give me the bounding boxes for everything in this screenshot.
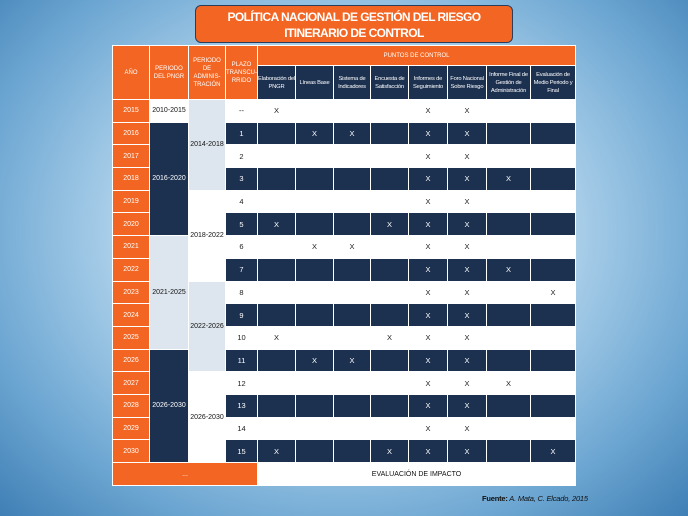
mark-cell bbox=[296, 394, 334, 417]
mark-cell bbox=[296, 258, 334, 281]
mark-cell bbox=[487, 394, 531, 417]
table-row bbox=[113, 236, 576, 259]
mark-cell bbox=[258, 190, 296, 213]
elapsed-cell: 14 bbox=[226, 417, 258, 440]
elapsed-cell: 10 bbox=[226, 326, 258, 349]
header-control-point: Encuesta de Satisfacción bbox=[371, 66, 409, 100]
header-control-point: Líneas Base bbox=[296, 66, 334, 100]
admin-period-cell: 2014-2018 bbox=[189, 100, 226, 191]
mark-cell bbox=[258, 258, 296, 281]
mark-cell: X bbox=[371, 213, 409, 236]
mark-cell bbox=[371, 394, 409, 417]
admin-period-cell: 2026-2030 bbox=[189, 372, 226, 463]
year-cell: 2015 bbox=[113, 100, 150, 123]
mark-cell: X bbox=[409, 213, 448, 236]
mark-cell bbox=[531, 326, 576, 349]
mark-cell: X bbox=[448, 258, 487, 281]
mark-cell bbox=[487, 236, 531, 259]
elapsed-cell: 9 bbox=[226, 304, 258, 327]
mark-cell: X bbox=[448, 440, 487, 463]
mark-cell bbox=[531, 258, 576, 281]
mark-cell: X bbox=[448, 100, 487, 123]
header-control-point: Evaluación de Medio Periodo y Final bbox=[531, 66, 576, 100]
mark-cell bbox=[296, 417, 334, 440]
header-control-point: Elaboración del PNGR bbox=[258, 66, 296, 100]
mark-cell: X bbox=[258, 326, 296, 349]
control-itinerary-table bbox=[112, 45, 576, 486]
mark-cell bbox=[258, 145, 296, 168]
mark-cell bbox=[371, 372, 409, 395]
mark-cell bbox=[296, 213, 334, 236]
admin-period-cell: 2022-2026 bbox=[189, 281, 226, 372]
year-cell: 2024 bbox=[113, 304, 150, 327]
mark-cell bbox=[531, 100, 576, 123]
table-row bbox=[113, 122, 576, 145]
mark-cell: X bbox=[258, 100, 296, 123]
mark-cell: X bbox=[296, 349, 334, 372]
mark-cell bbox=[334, 281, 371, 304]
mark-cell: X bbox=[371, 440, 409, 463]
mark-cell: X bbox=[448, 417, 487, 440]
elapsed-cell: 5 bbox=[226, 213, 258, 236]
footer-impact-evaluation: EVALUACIÓN DE IMPACTO bbox=[258, 463, 576, 486]
mark-cell: X bbox=[487, 372, 531, 395]
elapsed-cell: 15 bbox=[226, 440, 258, 463]
mark-cell bbox=[487, 304, 531, 327]
mark-cell bbox=[296, 440, 334, 463]
year-cell: 2021 bbox=[113, 236, 150, 259]
elapsed-cell: 4 bbox=[226, 190, 258, 213]
mark-cell: X bbox=[258, 440, 296, 463]
mark-cell: X bbox=[448, 304, 487, 327]
mark-cell bbox=[487, 213, 531, 236]
mark-cell: X bbox=[448, 122, 487, 145]
mark-cell bbox=[371, 100, 409, 123]
mark-cell: X bbox=[409, 168, 448, 191]
mark-cell bbox=[296, 168, 334, 191]
pngr-period-cell: 2021-2025 bbox=[150, 236, 189, 349]
mark-cell bbox=[334, 145, 371, 168]
mark-cell bbox=[334, 440, 371, 463]
mark-cell bbox=[334, 326, 371, 349]
year-cell: 2028 bbox=[113, 394, 150, 417]
mark-cell bbox=[334, 417, 371, 440]
mark-cell: X bbox=[409, 281, 448, 304]
mark-cell bbox=[531, 236, 576, 259]
mark-cell: X bbox=[448, 213, 487, 236]
mark-cell bbox=[531, 190, 576, 213]
mark-cell bbox=[334, 258, 371, 281]
mark-cell bbox=[258, 372, 296, 395]
mark-cell bbox=[531, 417, 576, 440]
year-cell: 2025 bbox=[113, 326, 150, 349]
elapsed-cell: 8 bbox=[226, 281, 258, 304]
mark-cell bbox=[371, 190, 409, 213]
mark-cell bbox=[371, 281, 409, 304]
year-cell: 2020 bbox=[113, 213, 150, 236]
mark-cell bbox=[334, 190, 371, 213]
pngr-period-cell: 2010-2015 bbox=[150, 100, 189, 123]
mark-cell bbox=[258, 281, 296, 304]
mark-cell: X bbox=[296, 236, 334, 259]
header-admin-period: PERIODO DE ADMINIS-TRACIÓN bbox=[189, 46, 226, 100]
mark-cell: X bbox=[296, 122, 334, 145]
mark-cell: X bbox=[448, 190, 487, 213]
footer-left: ... bbox=[113, 463, 258, 486]
mark-cell: X bbox=[448, 145, 487, 168]
elapsed-cell: 3 bbox=[226, 168, 258, 191]
mark-cell bbox=[334, 213, 371, 236]
mark-cell: X bbox=[409, 145, 448, 168]
mark-cell bbox=[296, 281, 334, 304]
mark-cell: X bbox=[409, 304, 448, 327]
mark-cell bbox=[487, 281, 531, 304]
pngr-period-cell: 2026-2030 bbox=[150, 349, 189, 462]
source-note bbox=[482, 494, 588, 503]
mark-cell: X bbox=[409, 122, 448, 145]
year-cell: 2030 bbox=[113, 440, 150, 463]
mark-cell: X bbox=[409, 258, 448, 281]
mark-cell: X bbox=[409, 326, 448, 349]
year-cell: 2017 bbox=[113, 145, 150, 168]
mark-cell bbox=[258, 168, 296, 191]
elapsed-cell: 6 bbox=[226, 236, 258, 259]
year-cell: 2027 bbox=[113, 372, 150, 395]
mark-cell bbox=[371, 304, 409, 327]
year-cell: 2029 bbox=[113, 417, 150, 440]
admin-period-cell: 2018-2022 bbox=[189, 190, 226, 281]
mark-cell bbox=[296, 304, 334, 327]
mark-cell bbox=[487, 326, 531, 349]
mark-cell bbox=[258, 236, 296, 259]
mark-cell bbox=[296, 190, 334, 213]
mark-cell: X bbox=[409, 349, 448, 372]
mark-cell bbox=[258, 417, 296, 440]
mark-cell bbox=[258, 394, 296, 417]
mark-cell bbox=[334, 304, 371, 327]
mark-cell: X bbox=[334, 236, 371, 259]
mark-cell bbox=[258, 304, 296, 327]
mark-cell: X bbox=[409, 440, 448, 463]
mark-cell bbox=[258, 349, 296, 372]
elapsed-cell: 1 bbox=[226, 122, 258, 145]
mark-cell: X bbox=[448, 394, 487, 417]
header-year: AÑO bbox=[113, 46, 150, 100]
mark-cell bbox=[371, 168, 409, 191]
elapsed-cell: 11 bbox=[226, 349, 258, 372]
mark-cell bbox=[296, 326, 334, 349]
header-control-point: Informes de Seguimiento bbox=[409, 66, 448, 100]
year-cell: 2022 bbox=[113, 258, 150, 281]
source-text: A. Mata, C. Elcado, 2015 bbox=[507, 494, 588, 503]
year-cell: 2026 bbox=[113, 349, 150, 372]
mark-cell: X bbox=[487, 258, 531, 281]
header-control-point: Sistema de Indicadores bbox=[334, 66, 371, 100]
mark-cell bbox=[334, 394, 371, 417]
header-elapsed: PLAZO TRANSCU-RRIDO bbox=[226, 46, 258, 100]
mark-cell: X bbox=[258, 213, 296, 236]
mark-cell: X bbox=[448, 372, 487, 395]
mark-cell bbox=[531, 394, 576, 417]
mark-cell bbox=[531, 145, 576, 168]
mark-cell: X bbox=[409, 100, 448, 123]
table-row bbox=[113, 349, 576, 372]
mark-cell: X bbox=[448, 168, 487, 191]
title-line-1: POLÍTICA NACIONAL DE GESTIÓN DEL RIESGO bbox=[227, 10, 481, 24]
year-cell: 2018 bbox=[113, 168, 150, 191]
mark-cell: X bbox=[448, 281, 487, 304]
elapsed-cell: 13 bbox=[226, 394, 258, 417]
mark-cell bbox=[487, 145, 531, 168]
mark-cell bbox=[296, 145, 334, 168]
mark-cell: X bbox=[409, 236, 448, 259]
mark-cell bbox=[258, 122, 296, 145]
elapsed-cell: 12 bbox=[226, 372, 258, 395]
header-control-point: Informe Final de Gestión de Administración bbox=[487, 66, 531, 100]
mark-cell: X bbox=[448, 349, 487, 372]
header-control-point: Foro Nacional Sobre Riesgo bbox=[448, 66, 487, 100]
mark-cell bbox=[531, 168, 576, 191]
mark-cell bbox=[371, 417, 409, 440]
mark-cell: X bbox=[334, 349, 371, 372]
mark-cell bbox=[371, 258, 409, 281]
mark-cell bbox=[371, 122, 409, 145]
mark-cell bbox=[531, 304, 576, 327]
mark-cell: X bbox=[409, 190, 448, 213]
mark-cell bbox=[531, 122, 576, 145]
title-banner bbox=[195, 5, 513, 43]
header-pngr-period: PERIODO DEL PNGR bbox=[150, 46, 189, 100]
elapsed-cell: 2 bbox=[226, 145, 258, 168]
mark-cell bbox=[487, 122, 531, 145]
table-row bbox=[113, 100, 576, 123]
year-cell: 2016 bbox=[113, 122, 150, 145]
mark-cell: X bbox=[448, 326, 487, 349]
title-line-2: ITINERARIO DE CONTROL bbox=[284, 26, 424, 40]
mark-cell bbox=[531, 349, 576, 372]
mark-cell bbox=[296, 100, 334, 123]
mark-cell: X bbox=[531, 440, 576, 463]
year-cell: 2019 bbox=[113, 190, 150, 213]
mark-cell bbox=[487, 349, 531, 372]
mark-cell bbox=[531, 213, 576, 236]
mark-cell bbox=[371, 145, 409, 168]
mark-cell bbox=[487, 440, 531, 463]
mark-cell: X bbox=[531, 281, 576, 304]
mark-cell bbox=[334, 372, 371, 395]
pngr-period-cell: 2016-2020 bbox=[150, 122, 189, 235]
mark-cell: X bbox=[371, 326, 409, 349]
mark-cell bbox=[487, 417, 531, 440]
mark-cell bbox=[334, 100, 371, 123]
mark-cell bbox=[531, 372, 576, 395]
mark-cell: X bbox=[409, 417, 448, 440]
elapsed-cell: 7 bbox=[226, 258, 258, 281]
source-label: Fuente: bbox=[482, 494, 508, 503]
elapsed-cell: -- bbox=[226, 100, 258, 123]
mark-cell: X bbox=[448, 236, 487, 259]
mark-cell bbox=[487, 100, 531, 123]
mark-cell: X bbox=[409, 394, 448, 417]
mark-cell bbox=[296, 372, 334, 395]
mark-cell bbox=[371, 349, 409, 372]
header-control-points: PUNTOS DE CONTROL bbox=[258, 46, 576, 66]
mark-cell: X bbox=[487, 168, 531, 191]
year-cell: 2023 bbox=[113, 281, 150, 304]
mark-cell bbox=[334, 168, 371, 191]
mark-cell: X bbox=[334, 122, 371, 145]
mark-cell: X bbox=[409, 372, 448, 395]
mark-cell bbox=[487, 190, 531, 213]
mark-cell bbox=[371, 236, 409, 259]
